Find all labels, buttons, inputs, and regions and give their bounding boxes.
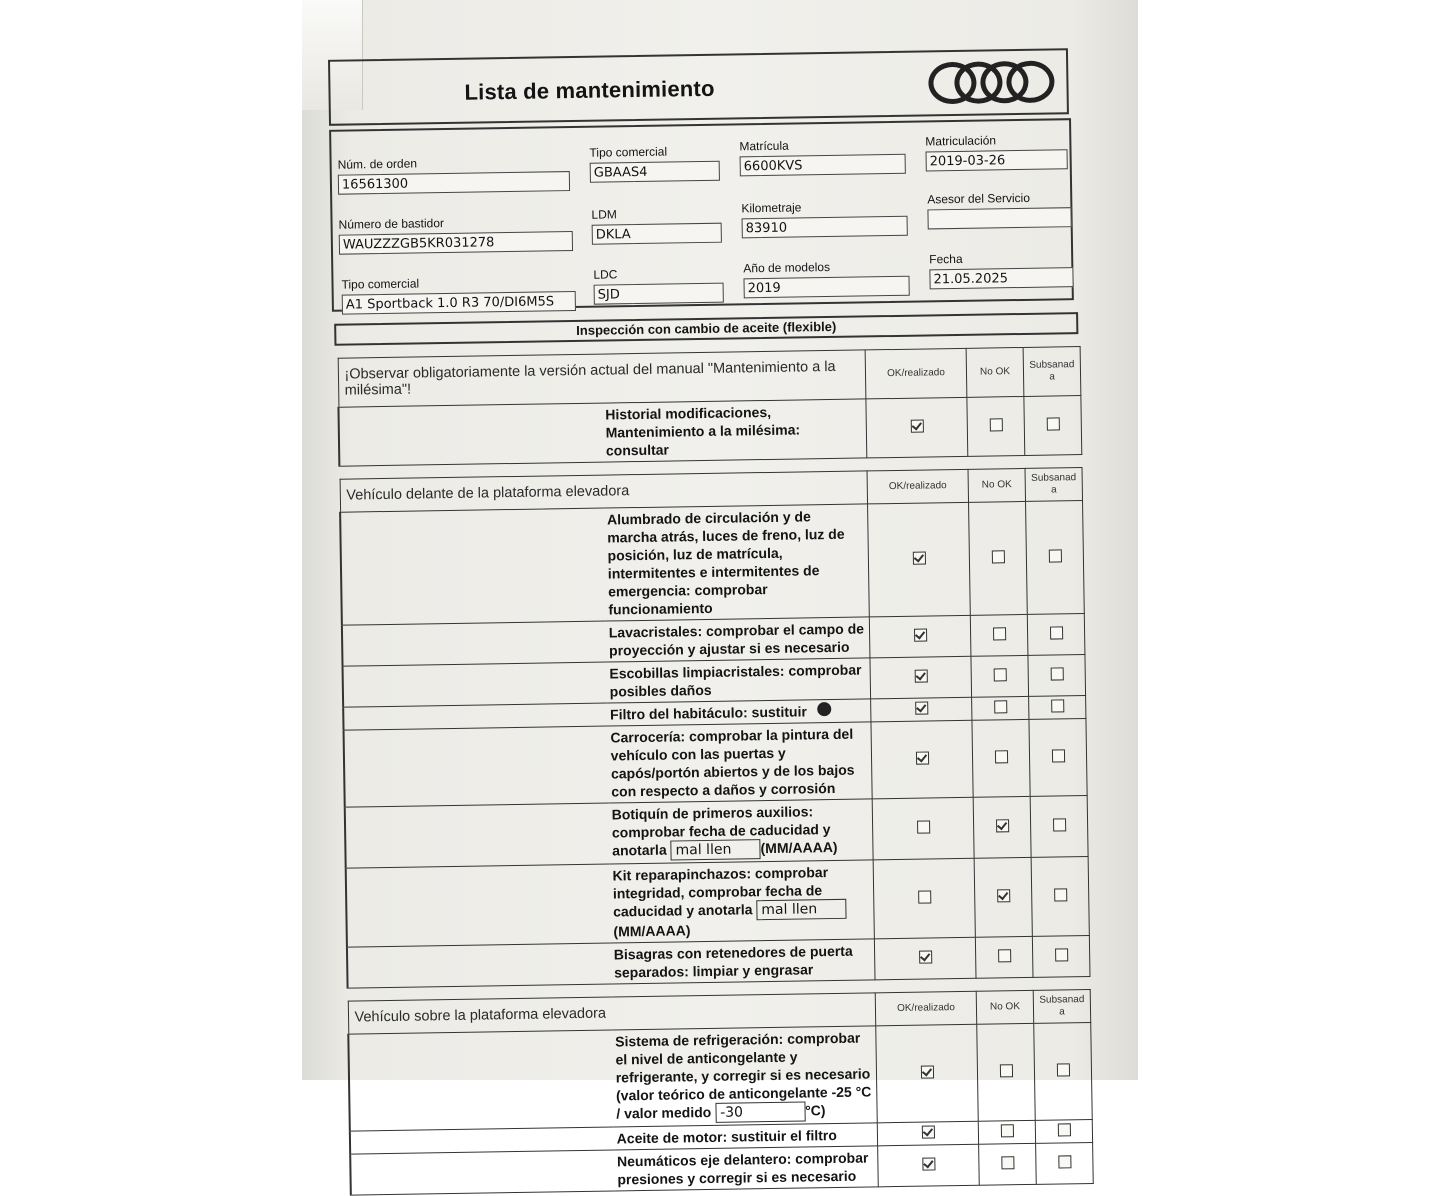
nook-checkbox[interactable] bbox=[994, 750, 1007, 763]
ok-cell bbox=[877, 1121, 978, 1146]
field-commercial-type bbox=[589, 144, 720, 183]
section-header: Vehículo delante de la plataforma elevadora bbox=[340, 471, 868, 512]
column-nook-header: No OK bbox=[968, 468, 1026, 502]
nook-checkbox[interactable] bbox=[1000, 1124, 1013, 1137]
field-plate bbox=[739, 137, 906, 177]
document-title: Lista de mantenimiento bbox=[464, 75, 715, 105]
row-spacer bbox=[344, 726, 609, 807]
fixed-cell bbox=[1029, 696, 1086, 720]
field-value: SJD bbox=[594, 283, 724, 305]
checklist-row bbox=[348, 1022, 1092, 1131]
ok-checkbox[interactable] bbox=[921, 1125, 934, 1138]
fixed-checkbox[interactable] bbox=[1058, 1155, 1071, 1168]
column-fixed-header: Subsanad a bbox=[1023, 347, 1081, 397]
fixed-cell bbox=[1031, 857, 1089, 937]
maintenance-document bbox=[318, 48, 1126, 1196]
field-label: Tipo comercial bbox=[589, 144, 668, 160]
nook-cell bbox=[978, 1120, 1035, 1144]
checklist-row bbox=[338, 396, 1081, 467]
section-header: Vehículo sobre la plataforma elevadora bbox=[348, 993, 876, 1034]
column-ok-header: OK/realizado bbox=[865, 348, 967, 399]
field-label: Matriculación bbox=[925, 133, 997, 149]
ok-cell bbox=[869, 615, 971, 658]
item-description bbox=[606, 658, 870, 703]
nook-checkbox[interactable] bbox=[998, 949, 1011, 962]
item-description bbox=[604, 504, 869, 621]
field-label: Kilometraje bbox=[741, 200, 802, 216]
nook-cell bbox=[975, 936, 1033, 978]
field-value: GBAAS4 bbox=[590, 161, 720, 183]
section-header: ¡Observar obligatoriamente la versión actual del manual "Mantenimiento a la milésima"! bbox=[338, 350, 866, 407]
ok-checkbox[interactable] bbox=[915, 702, 928, 715]
section-manual-notice bbox=[337, 346, 1083, 467]
section-front-of-lift bbox=[339, 467, 1091, 989]
unit-suffix: °C) bbox=[804, 1102, 826, 1119]
field-value bbox=[927, 207, 1071, 229]
field-value: WAUZZZGB5KR031278 bbox=[339, 231, 573, 255]
field-label: Núm. de orden bbox=[337, 156, 418, 172]
field-ldc bbox=[593, 266, 724, 305]
column-fixed-header: Subsanad a bbox=[1025, 468, 1083, 502]
nook-cell bbox=[977, 1023, 1036, 1121]
field-mileage bbox=[741, 199, 908, 239]
field-order-number bbox=[338, 154, 571, 195]
fixed-checkbox[interactable] bbox=[1057, 1123, 1070, 1136]
fixed-checkbox[interactable] bbox=[1054, 888, 1067, 901]
ok-checkbox[interactable] bbox=[919, 950, 932, 963]
field-value: 83910 bbox=[742, 216, 908, 239]
fixed-cell bbox=[1027, 614, 1085, 656]
item-text: Lavacristales: comprobar el campo de proyección y ajustar si es necesario bbox=[608, 620, 865, 659]
ok-checkbox[interactable] bbox=[922, 1157, 935, 1170]
field-commercial-type-2 bbox=[341, 274, 576, 315]
nook-cell bbox=[971, 655, 1029, 697]
field-value: 16561300 bbox=[338, 171, 570, 195]
nook-checkbox[interactable] bbox=[996, 819, 1009, 832]
fixed-cell bbox=[1036, 1142, 1094, 1184]
nook-checkbox[interactable] bbox=[999, 1064, 1012, 1077]
item-text: Sistema de refrigeración: comprobar el nivel de anticongelante y refrigerante, y corregir si es necesario (valor teórico de anticongelante -25 °C / valor medido bbox=[615, 1029, 872, 1122]
title-box bbox=[328, 48, 1069, 126]
ok-checkbox[interactable] bbox=[910, 420, 923, 433]
ok-cell bbox=[866, 397, 968, 458]
field-label: Matrícula bbox=[739, 138, 789, 154]
checklist-row bbox=[344, 719, 1088, 808]
item-text: Botiquín de primeros auxilios: comprobar fecha de caducidad y anotarla bbox=[611, 803, 831, 859]
ok-checkbox[interactable] bbox=[914, 629, 927, 642]
fixed-cell bbox=[1026, 501, 1085, 615]
row-spacer bbox=[347, 943, 611, 988]
field-ldm bbox=[591, 206, 722, 245]
item-text: Filtro del habitáculo: sustituir bbox=[609, 703, 807, 723]
ok-checkbox[interactable] bbox=[915, 751, 928, 764]
fixed-checkbox[interactable] bbox=[1051, 749, 1064, 762]
fixed-cell bbox=[1030, 796, 1088, 858]
field-label: Fecha bbox=[929, 251, 963, 267]
item-text: Neumáticos eje delantero: comprobar presiones y corregir si es necesario bbox=[616, 1149, 869, 1188]
fixed-cell bbox=[1032, 935, 1090, 977]
row-spacer bbox=[346, 864, 611, 947]
ok-checkbox[interactable] bbox=[914, 670, 927, 683]
handwritten-value: mal llen bbox=[670, 839, 760, 860]
fixed-cell bbox=[1028, 655, 1086, 697]
row-spacer bbox=[345, 803, 610, 868]
ok-cell bbox=[871, 697, 972, 722]
nook-cell bbox=[967, 396, 1025, 456]
column-nook-header: No OK bbox=[966, 347, 1024, 397]
unit-suffix: (MM/AAAA) bbox=[613, 922, 691, 940]
nook-checkbox[interactable] bbox=[997, 889, 1010, 902]
item-text: Alumbrado de circulación y de marcha atrás, luces de freno, luz de posición, luz de matrícula, intermitentes e intermitentes de emergencia: comprobar funcionamiento bbox=[606, 508, 845, 618]
item-description bbox=[608, 799, 873, 864]
checklist-row bbox=[340, 501, 1084, 626]
item-text: Kit reparapinchazos: comprobar integridad, comprobar fecha de caducidad y anotarla bbox=[612, 864, 829, 920]
column-nook-header: No OK bbox=[976, 990, 1034, 1024]
ok-checkbox[interactable] bbox=[918, 890, 931, 903]
fixed-checkbox[interactable] bbox=[1048, 549, 1061, 562]
fixed-checkbox[interactable] bbox=[1053, 818, 1066, 831]
nook-checkbox[interactable] bbox=[992, 627, 1005, 640]
background-right bbox=[1138, 0, 1440, 1080]
field-value: DKLA bbox=[592, 223, 722, 245]
ok-cell bbox=[871, 720, 973, 799]
fixed-checkbox[interactable] bbox=[1051, 699, 1064, 712]
four-rings-logo bbox=[928, 56, 1053, 106]
field-value: 2019 bbox=[743, 276, 909, 299]
fixed-cell bbox=[1029, 719, 1087, 797]
fixed-checkbox[interactable] bbox=[1056, 1063, 1069, 1076]
field-service-advisor bbox=[927, 190, 1072, 229]
field-label: LDM bbox=[591, 207, 617, 222]
item-description bbox=[611, 939, 875, 984]
field-date bbox=[929, 250, 1074, 289]
fixed-cell bbox=[1024, 396, 1082, 456]
ok-cell bbox=[868, 502, 971, 617]
row-spacer bbox=[340, 508, 605, 625]
item-description bbox=[607, 722, 872, 803]
column-ok-header: OK/realizado bbox=[867, 469, 969, 504]
column-ok-header: OK/realizado bbox=[875, 991, 977, 1026]
field-label: Asesor del Servicio bbox=[927, 190, 1031, 207]
nook-cell bbox=[969, 501, 1028, 615]
handwritten-value: mal llen bbox=[756, 899, 846, 920]
row-spacer bbox=[338, 403, 603, 466]
ok-checkbox[interactable] bbox=[920, 1065, 933, 1078]
checklist-row bbox=[346, 857, 1090, 948]
ok-cell bbox=[878, 1144, 980, 1187]
ok-cell bbox=[870, 656, 972, 699]
row-spacer bbox=[343, 662, 607, 707]
item-text: Escobillas limpiacristales: comprobar posibles daños bbox=[609, 661, 862, 700]
background-left bbox=[0, 0, 302, 1080]
item-text: Aceite de motor: sustituir el filtro bbox=[616, 1126, 837, 1147]
row-spacer bbox=[350, 1150, 614, 1195]
column-fixed-header: Subsanad a bbox=[1033, 989, 1091, 1023]
nook-checkbox[interactable] bbox=[991, 550, 1004, 563]
field-value: 21.05.2025 bbox=[929, 267, 1073, 289]
nook-cell bbox=[970, 614, 1028, 656]
field-label: Tipo comercial bbox=[341, 276, 420, 292]
item-description bbox=[602, 399, 867, 462]
fixed-checkbox[interactable] bbox=[1049, 626, 1062, 639]
ok-cell bbox=[873, 858, 975, 939]
item-description bbox=[612, 1026, 877, 1127]
nook-checkbox[interactable] bbox=[993, 668, 1006, 681]
item-text: Historial modificaciones, Mantenimiento a la milésima: consultar bbox=[605, 403, 801, 459]
nook-cell bbox=[972, 719, 1030, 797]
section-on-lift bbox=[347, 989, 1094, 1196]
ok-checkbox[interactable] bbox=[917, 820, 930, 833]
fixed-checkbox[interactable] bbox=[1046, 417, 1059, 430]
inspection-title: Inspección con cambio de aceite (flexible) bbox=[334, 312, 1078, 346]
field-label: LDC bbox=[593, 267, 618, 282]
ok-cell bbox=[876, 1024, 979, 1123]
handwritten-value: -30 bbox=[715, 1101, 805, 1122]
nook-checkbox[interactable] bbox=[989, 418, 1002, 431]
nook-checkbox[interactable] bbox=[1001, 1156, 1014, 1169]
nook-checkbox[interactable] bbox=[994, 700, 1007, 713]
ink-dot bbox=[817, 702, 831, 716]
fixed-cell bbox=[1034, 1022, 1093, 1120]
field-value: 2019-03-26 bbox=[926, 149, 1068, 171]
item-description bbox=[606, 617, 870, 662]
field-chassis-number bbox=[338, 214, 573, 255]
nook-cell bbox=[979, 1143, 1037, 1185]
ok-cell bbox=[872, 797, 974, 860]
item-text: Bisagras con retenedores de puerta separados: limpiar y engrasar bbox=[613, 942, 853, 981]
row-spacer bbox=[348, 1030, 613, 1131]
field-value: A1 Sportback 1.0 R3 70/DI6M5S bbox=[342, 291, 576, 315]
nook-cell bbox=[972, 696, 1029, 720]
field-model-year bbox=[743, 259, 910, 299]
ok-checkbox[interactable] bbox=[912, 552, 925, 565]
fixed-checkbox[interactable] bbox=[1050, 667, 1063, 680]
nook-cell bbox=[973, 796, 1031, 858]
fixed-checkbox[interactable] bbox=[1055, 948, 1068, 961]
field-label: Número de bastidor bbox=[338, 216, 445, 232]
item-text: Carrocería: comprobar la pintura del vehículo con las puertas y capós/portón abiertos y de los bajos con respecto a daños y corrosión bbox=[610, 725, 855, 800]
vehicle-info-grid bbox=[329, 118, 1074, 312]
item-description bbox=[609, 860, 874, 943]
unit-suffix: (MM/AAAA) bbox=[760, 838, 838, 857]
row-spacer bbox=[342, 621, 606, 666]
ok-cell bbox=[874, 937, 976, 980]
field-label: Año de modelos bbox=[743, 259, 831, 276]
field-value: 6600KVS bbox=[740, 154, 906, 177]
nook-cell bbox=[974, 857, 1032, 937]
field-registration bbox=[925, 132, 1068, 171]
item-description bbox=[614, 1146, 878, 1191]
fixed-cell bbox=[1035, 1119, 1092, 1143]
